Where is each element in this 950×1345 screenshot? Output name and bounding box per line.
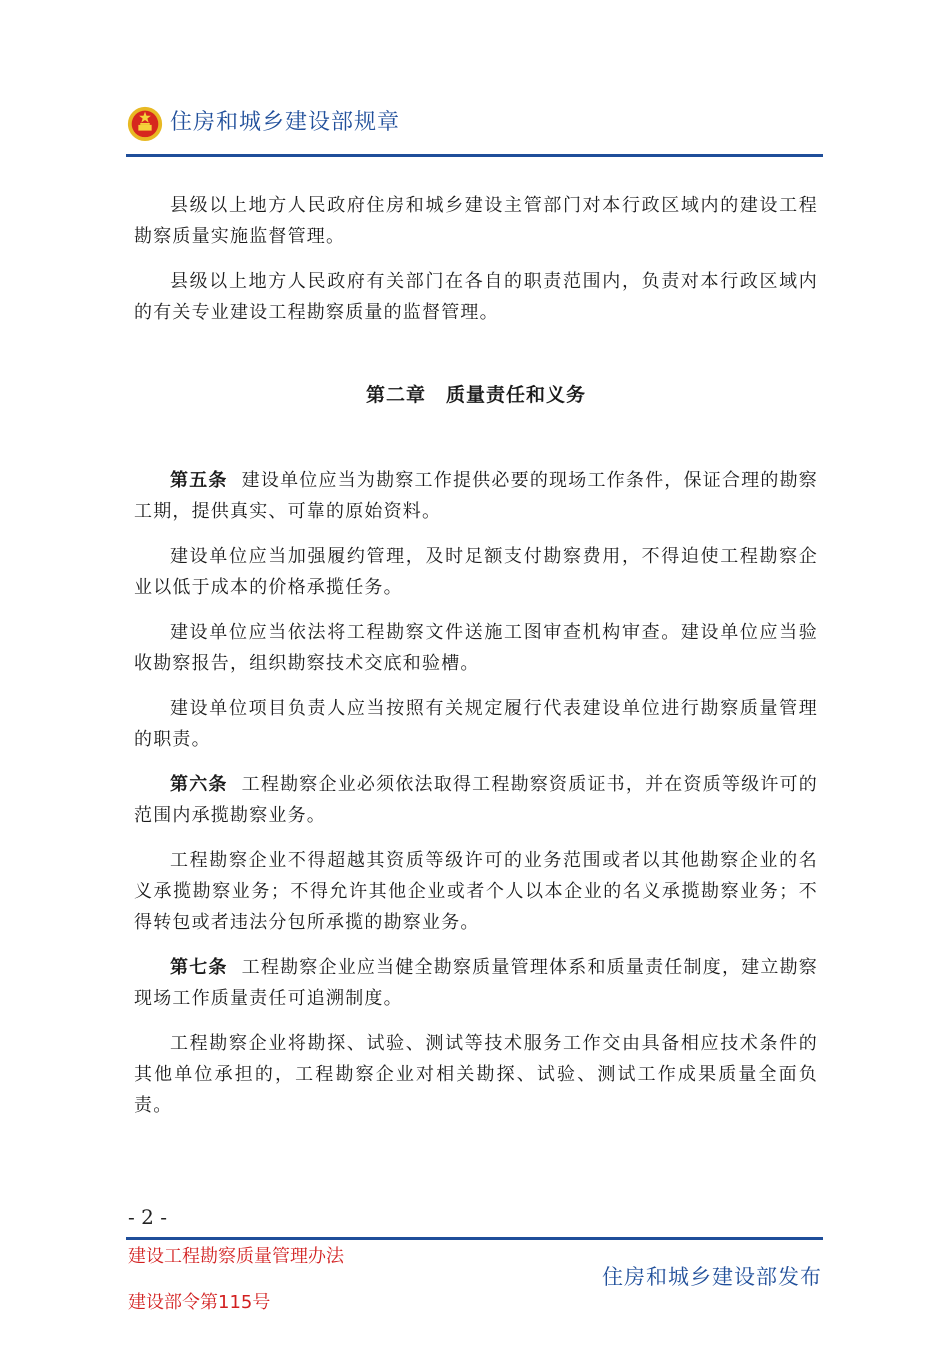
- header-title: 住房和城乡建设部规章: [170, 110, 401, 135]
- page-number: - 2 -: [128, 1205, 167, 1229]
- header-divider: [126, 154, 823, 157]
- paragraph: 建设单位应当加强履约管理，及时足额支付勘察费用，不得迫使工程勘察企业以低于成本的价格承揽任务。: [134, 546, 818, 598]
- article-number: 第五条: [170, 470, 228, 491]
- paragraph: 建设单位项目负责人应当按照有关规定履行代表建设单位进行勘察质量管理的职责。: [134, 698, 818, 750]
- chapter-heading: 第二章 质量责任和义务: [365, 384, 586, 406]
- article-5: [134, 465, 818, 527]
- footer-divider: [126, 1237, 823, 1240]
- paragraph: 工程勘察企业将勘探、试验、测试等技术服务工作交由具备相应技术条件的其他单位承担的，工程勘察企业对相关勘探、试验、测试工作成果质量全面负责。: [134, 1033, 818, 1116]
- paragraph: 县级以上地方人民政府有关部门在各自的职责范围内，负责对本行政区域内的有关专业建设工程勘察质量的监督管理。: [134, 271, 818, 323]
- national-emblem-icon: [126, 104, 164, 142]
- paragraph: 建设单位应当依法将工程勘察文件送施工图审查机构审查。建设单位应当验收勘察报告，组织勘察技术交底和验槽。: [134, 622, 818, 674]
- article-6: [134, 769, 818, 831]
- paragraph: 县级以上地方人民政府住房和城乡建设主管部门对本行政区域内的建设工程勘察质量实施监督管理。: [134, 195, 818, 247]
- page-header: [126, 100, 823, 158]
- article-7: [134, 952, 818, 1014]
- article-number: 第六条: [170, 774, 228, 795]
- article-number: 第七条: [170, 957, 228, 978]
- document-body: [134, 190, 818, 1135]
- article-text: 工程勘察企业应当健全勘察质量管理体系和质量责任制度，建立勘察现场工作质量责任可追溯制度。: [134, 957, 818, 1009]
- paragraph: 工程勘察企业不得超越其资质等级许可的业务范围或者以其他勘察企业的名义承揽勘察业务；不得允许其他企业或者个人以本企业的名义承揽勘察业务；不得转包或者违法分包所承揽的勘察业务。: [134, 850, 818, 933]
- footer-order-number: 建设部令第115号: [128, 1292, 271, 1313]
- article-text: 工程勘察企业必须依法取得工程勘察资质证书，并在资质等级许可的范围内承揽勘察业务。: [134, 774, 818, 826]
- article-text: 建设单位应当为勘察工作提供必要的现场工作条件，保证合理的勘察工期，提供真实、可靠的原始资料。: [134, 470, 818, 522]
- footer-document-title: 建设工程勘察质量管理办法: [128, 1246, 344, 1267]
- footer-publisher: 住房和城乡建设部发布: [602, 1265, 822, 1289]
